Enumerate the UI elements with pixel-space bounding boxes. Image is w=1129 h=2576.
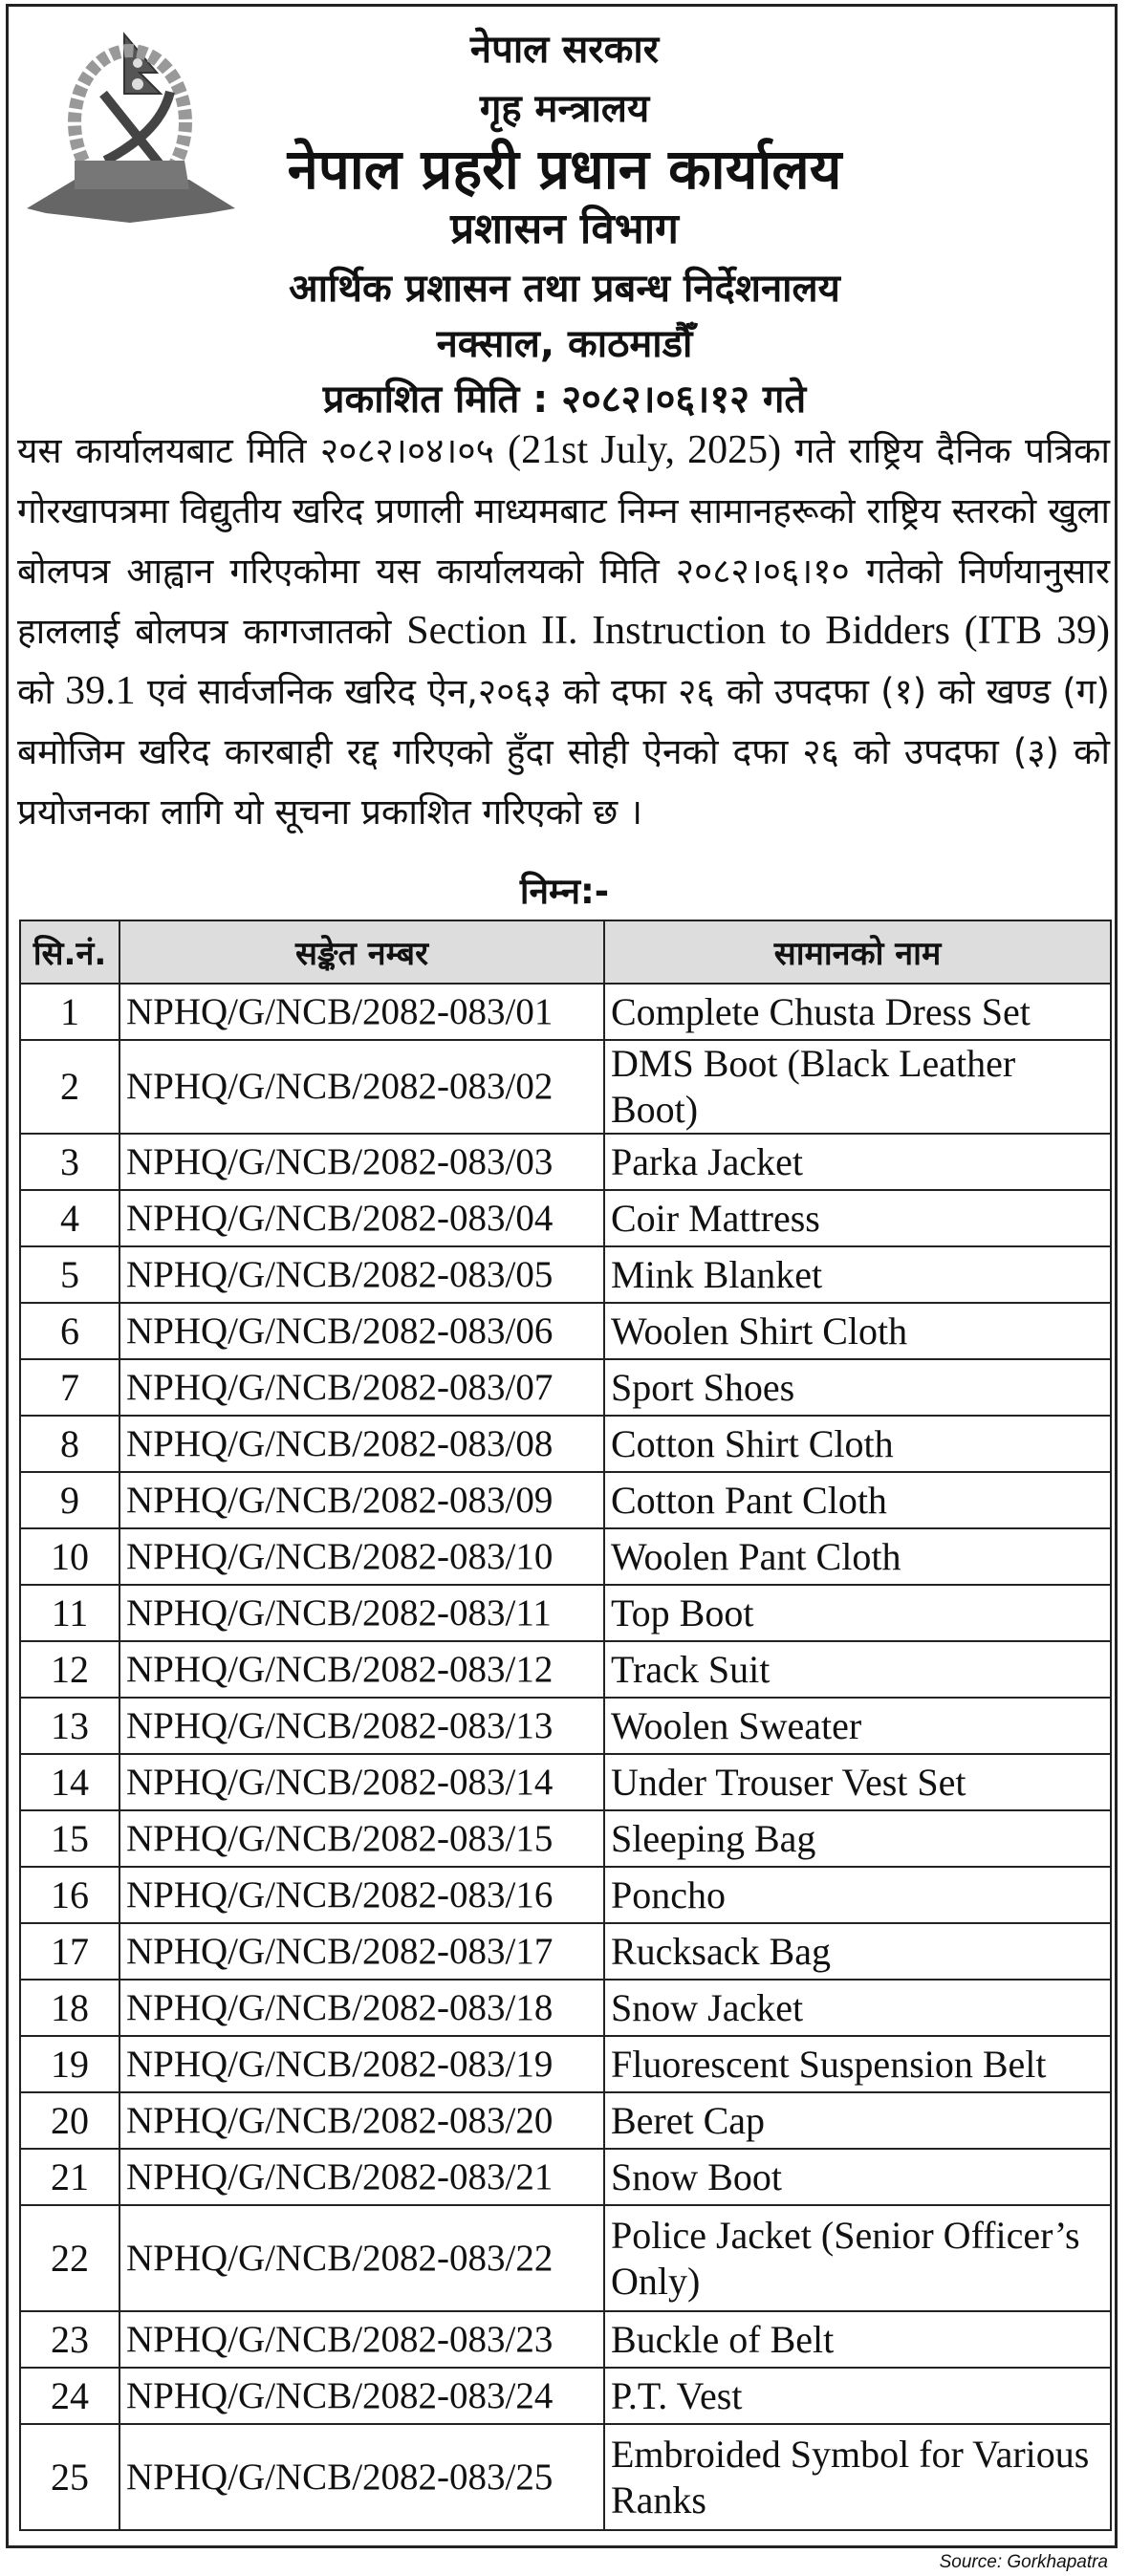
code-cell: NPHQ/G/NCB/2082-083/07 <box>119 1359 604 1416</box>
table-row <box>20 2092 1111 2149</box>
table-row <box>20 1134 1111 1190</box>
text: एवं सार्वजनिक खरिद ऐन,२०६३ को दफा २६ को उपदफा (१) को खण्ड (ग) बमोजिम खरिद कारबाही रद्द गरिएको हुँदा सोही ऐनको दफा २६ को उपदफा (३) को प्रयोजनका लागि यो सूचना प्रकाशित गरिएको छ । <box>17 671 1110 833</box>
text: को <box>17 671 66 712</box>
table-row <box>20 1472 1111 1528</box>
table-row <box>20 1980 1111 2036</box>
item-name-cell: Buckle of Belt <box>604 2311 1111 2368</box>
serial-cell: 14 <box>20 1754 119 1810</box>
code-cell: NPHQ/G/NCB/2082-083/02 <box>119 1040 604 1134</box>
code-cell: NPHQ/G/NCB/2082-083/01 <box>119 984 604 1040</box>
item-name-cell: Sleeping Bag <box>604 1810 1111 1867</box>
code-cell: NPHQ/G/NCB/2082-083/21 <box>119 2149 604 2205</box>
list-heading: निम्न:- <box>519 871 610 912</box>
item-name-cell: Complete Chusta Dress Set <box>604 984 1111 1040</box>
item-name-cell: Snow Jacket <box>604 1980 1111 2036</box>
header-code: सङ्केत नम्बर <box>119 920 604 984</box>
table-row <box>20 1585 1111 1641</box>
item-name-cell: Cotton Shirt Cloth <box>604 1416 1111 1472</box>
table-row <box>20 1246 1111 1303</box>
serial-cell: 24 <box>20 2368 119 2424</box>
serial-cell: 17 <box>20 1923 119 1980</box>
code-cell: NPHQ/G/NCB/2082-083/05 <box>119 1246 604 1303</box>
code-cell: NPHQ/G/NCB/2082-083/11 <box>119 1585 604 1641</box>
department-title: प्रशासन विभाग <box>450 205 679 253</box>
government-title: नेपाल सरकार <box>469 28 660 72</box>
item-name-cell: Woolen Shirt Cloth <box>604 1303 1111 1359</box>
code-cell: NPHQ/G/NCB/2082-083/04 <box>119 1190 604 1246</box>
table-row <box>20 1040 1111 1134</box>
header-item-name: सामानको नाम <box>604 920 1111 984</box>
header-serial: सि.नं. <box>20 920 119 984</box>
code-cell: NPHQ/G/NCB/2082-083/06 <box>119 1303 604 1359</box>
code-cell: NPHQ/G/NCB/2082-083/22 <box>119 2205 604 2311</box>
code-cell: NPHQ/G/NCB/2082-083/23 <box>119 2311 604 2368</box>
table-row <box>20 2311 1111 2368</box>
office-title: नेपाल प्रहरी प्रधान कार्यालय <box>287 137 842 202</box>
item-name-cell: Embroided Symbol for Various Ranks <box>604 2424 1111 2530</box>
item-name-cell: Sport Shoes <box>604 1359 1111 1416</box>
table-row <box>20 1303 1111 1359</box>
table-row <box>20 2149 1111 2205</box>
code-cell: NPHQ/G/NCB/2082-083/17 <box>119 1923 604 1980</box>
table-row <box>20 1754 1111 1810</box>
item-name-cell: Mink Blanket <box>604 1246 1111 1303</box>
items-table <box>19 920 1112 2531</box>
code-cell: NPHQ/G/NCB/2082-083/12 <box>119 1641 604 1698</box>
item-name-cell: Woolen Sweater <box>604 1698 1111 1754</box>
table-row <box>20 2205 1111 2311</box>
serial-cell: 12 <box>20 1641 119 1698</box>
source-credit: Source: Gorkhapatra <box>939 2552 1108 2572</box>
serial-cell: 5 <box>20 1246 119 1303</box>
serial-cell: 15 <box>20 1810 119 1867</box>
table-row <box>20 1416 1111 1472</box>
serial-cell: 21 <box>20 2149 119 2205</box>
table-row <box>20 1359 1111 1416</box>
code-cell: NPHQ/G/NCB/2082-083/03 <box>119 1134 604 1190</box>
table-row <box>20 1923 1111 1980</box>
item-name-cell: DMS Boot (Black Leather Boot) <box>604 1040 1111 1134</box>
serial-cell: 13 <box>20 1698 119 1754</box>
serial-cell: 22 <box>20 2205 119 2311</box>
serial-cell: 2 <box>20 1040 119 1134</box>
code-cell: NPHQ/G/NCB/2082-083/18 <box>119 1980 604 2036</box>
table-header-row <box>20 920 1111 984</box>
table-row <box>20 1867 1111 1923</box>
code-cell: NPHQ/G/NCB/2082-083/09 <box>119 1472 604 1528</box>
text: यस कार्यालयबाट मिति २०८२।०४।०५ <box>17 430 509 471</box>
code-cell: NPHQ/G/NCB/2082-083/14 <box>119 1754 604 1810</box>
table-row <box>20 2036 1111 2092</box>
code-cell: NPHQ/G/NCB/2082-083/13 <box>119 1698 604 1754</box>
item-name-cell: Track Suit <box>604 1641 1111 1698</box>
table-row <box>20 1641 1111 1698</box>
serial-cell: 8 <box>20 1416 119 1472</box>
code-cell: NPHQ/G/NCB/2082-083/20 <box>119 2092 604 2149</box>
table-row <box>20 1190 1111 1246</box>
serial-cell: 20 <box>20 2092 119 2149</box>
serial-cell: 10 <box>20 1528 119 1585</box>
table-row <box>20 2368 1111 2424</box>
serial-cell: 7 <box>20 1359 119 1416</box>
item-name-cell: Police Jacket (Senior Officer’s Only) <box>604 2205 1111 2311</box>
item-name-cell: Poncho <box>604 1867 1111 1923</box>
code-cell: NPHQ/G/NCB/2082-083/10 <box>119 1528 604 1585</box>
item-name-cell: Rucksack Bag <box>604 1923 1111 1980</box>
serial-cell: 11 <box>20 1585 119 1641</box>
serial-cell: 4 <box>20 1190 119 1246</box>
published-date: प्रकाशित मिति : २०८२।०६।१२ गते <box>322 378 807 422</box>
table-row <box>20 984 1111 1040</box>
serial-cell: 1 <box>20 984 119 1040</box>
ministry-title: गृह मन्त्रालय <box>479 87 650 131</box>
table-row <box>20 1698 1111 1754</box>
serial-cell: 23 <box>20 2311 119 2368</box>
serial-cell: 19 <box>20 2036 119 2092</box>
item-name-cell: Parka Jacket <box>604 1134 1111 1190</box>
serial-cell: 16 <box>20 1867 119 1923</box>
code-cell: NPHQ/G/NCB/2082-083/19 <box>119 2036 604 2092</box>
item-name-cell: Coir Mattress <box>604 1190 1111 1246</box>
serial-cell: 25 <box>20 2424 119 2530</box>
serial-cell: 3 <box>20 1134 119 1190</box>
item-name-cell: Cotton Pant Cloth <box>604 1472 1111 1528</box>
table-row <box>20 1810 1111 1867</box>
item-name-cell: Woolen Pant Cloth <box>604 1528 1111 1585</box>
item-name-cell: Top Boot <box>604 1585 1111 1641</box>
code-cell: NPHQ/G/NCB/2082-083/24 <box>119 2368 604 2424</box>
code-cell: NPHQ/G/NCB/2082-083/15 <box>119 1810 604 1867</box>
notice-paragraph <box>17 421 1110 842</box>
item-name-cell: Snow Boot <box>604 2149 1111 2205</box>
text: गते राष्ट्रिय दैनिक पत्रिका गोरखापत्रमा विद्युतीय खरिद प्रणाली माध्यमबाट निम्न सामानहरूको राष्ट्रिय स्तरको खुला बोलपत्र आह्वान गरिएकोमा यस कार्यालयको मिति २०८२।०६।१० गतेको निर्णयानुसार हाललाई बोलपत्र कागजातको <box>17 430 1110 652</box>
serial-cell: 9 <box>20 1472 119 1528</box>
directorate-title: आर्थिक प्रशासन तथा प्रबन्ध निर्देशनालय <box>289 267 840 311</box>
item-name-cell: Beret Cap <box>604 2092 1111 2149</box>
table-row <box>20 1528 1111 1585</box>
address: नक्साल, काठमाडौँ <box>436 322 693 366</box>
item-name-cell: P.T. Vest <box>604 2368 1111 2424</box>
item-name-cell: Under Trouser Vest Set <box>604 1754 1111 1810</box>
code-cell: NPHQ/G/NCB/2082-083/25 <box>119 2424 604 2530</box>
table-row <box>20 2424 1111 2530</box>
code-cell: NPHQ/G/NCB/2082-083/16 <box>119 1867 604 1923</box>
code-cell: NPHQ/G/NCB/2082-083/08 <box>119 1416 604 1472</box>
serial-cell: 6 <box>20 1303 119 1359</box>
item-name-cell: Fluorescent Suspension Belt <box>604 2036 1111 2092</box>
text: Section II. Instruction to Bidders (ITB 39) <box>406 609 1110 653</box>
serial-cell: 18 <box>20 1980 119 2036</box>
text: 39.1 <box>65 669 136 713</box>
text: (21st July, 2025) <box>508 428 782 472</box>
